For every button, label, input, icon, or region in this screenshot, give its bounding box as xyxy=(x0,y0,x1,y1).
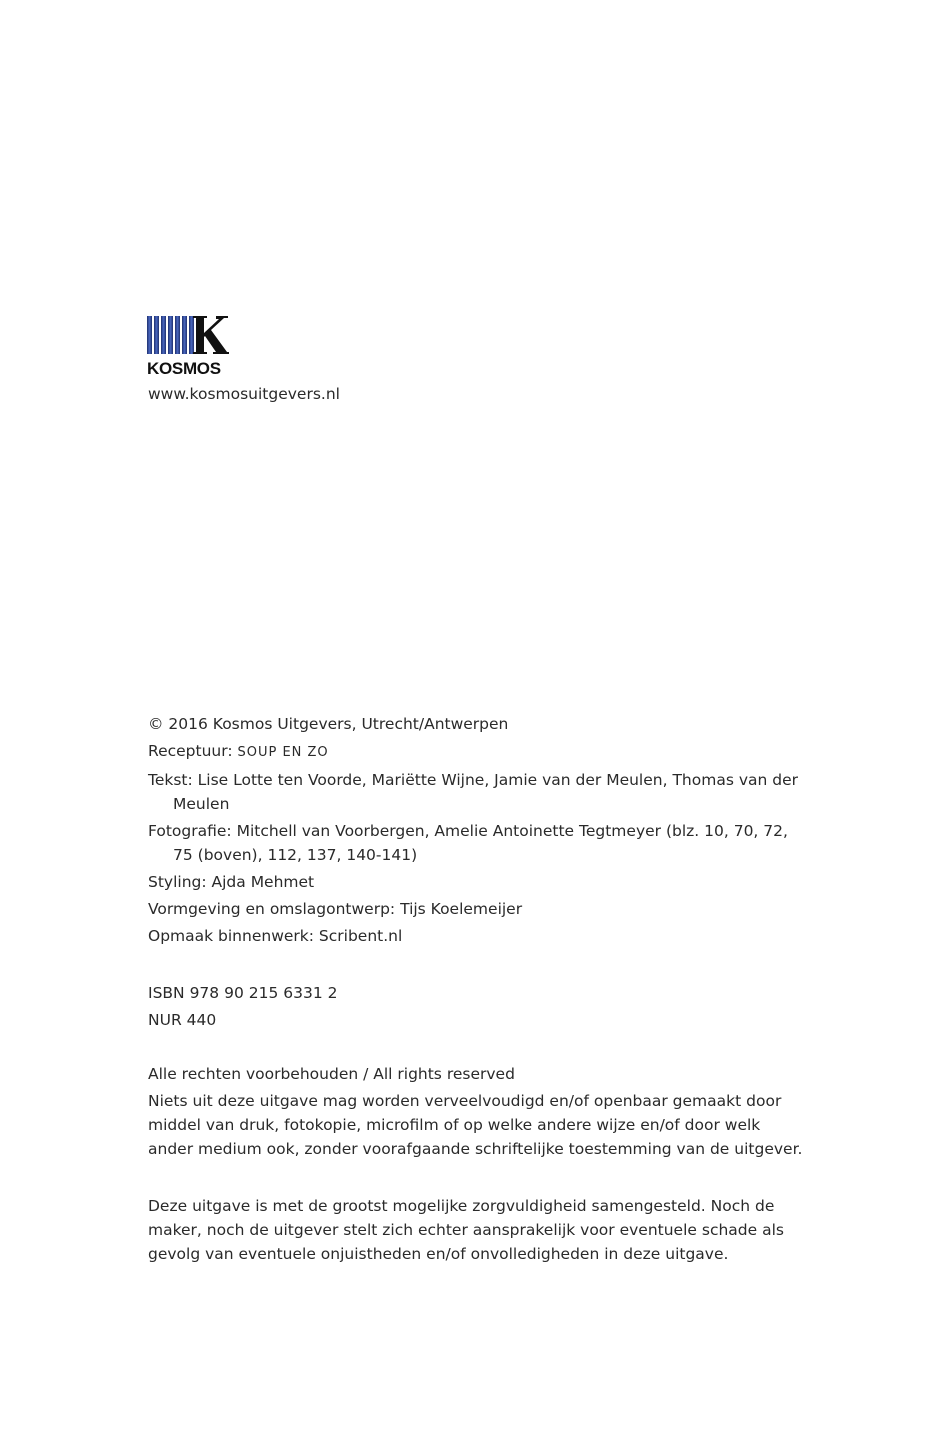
colophon-credits xyxy=(148,712,808,951)
kosmos-logo-icon xyxy=(147,316,229,356)
recipes-credit xyxy=(148,739,808,765)
copyright-line: © 2016 Kosmos Uitgevers, Utrecht/Antwerpen xyxy=(148,715,509,733)
rights-body: Niets uit deze uitgave mag worden verveelvoudigd en/of openbaar gemaakt door middel van druk, fotokopie, microfilm of op welke andere wijze en/of door welk ander medium ook, zonder voorafgaande schriftelijke toestemming van de uitgever. xyxy=(148,1092,803,1158)
nur-code: NUR 440 xyxy=(148,1011,217,1029)
layout-credit: Opmaak binnenwerk: Scribent.nl xyxy=(148,927,403,945)
disclaimer-notice xyxy=(148,1194,808,1266)
rights-notice xyxy=(148,1062,808,1164)
book-identifiers xyxy=(148,980,337,1034)
photo-credit: Fotografie: Mitchell van Voorbergen, Amelie Antoinette Tegtmeyer (blz. 10, 70, 72, 75 (boven), 112, 137, 140-141) xyxy=(148,822,788,864)
publisher-url[interactable]: www.kosmosuitgevers.nl xyxy=(148,385,340,403)
disclaimer-body: Deze uitgave is met de grootst mogelijke zorgvuldigheid samengesteld. Noch de maker, noch de uitgever stelt zich echter aansprakelijk voor eventuele schade als gevolg van eventuele onjuistheden en/of onvolledigheden in deze uitgave. xyxy=(148,1197,784,1263)
isbn: ISBN 978 90 215 6331 2 xyxy=(148,984,338,1002)
styling-credit: Styling: Ajda Mehmet xyxy=(148,873,315,891)
text-credit: Tekst: Lise Lotte ten Voorde, Mariëtte Wijne, Jamie van der Meulen, Thomas van der Meulen xyxy=(148,771,799,813)
design-credit: Vormgeving en omslagontwerp: Tijs Koelemeijer xyxy=(148,900,523,918)
recipes-label: Receptuur: xyxy=(148,742,238,760)
rights-heading: Alle rechten voorbehouden / All rights reserved xyxy=(148,1065,515,1083)
publisher-logo-text: KOSMOS xyxy=(147,359,221,378)
publisher-logo xyxy=(147,316,229,378)
recipes-value: SOUP EN ZO xyxy=(237,745,329,760)
